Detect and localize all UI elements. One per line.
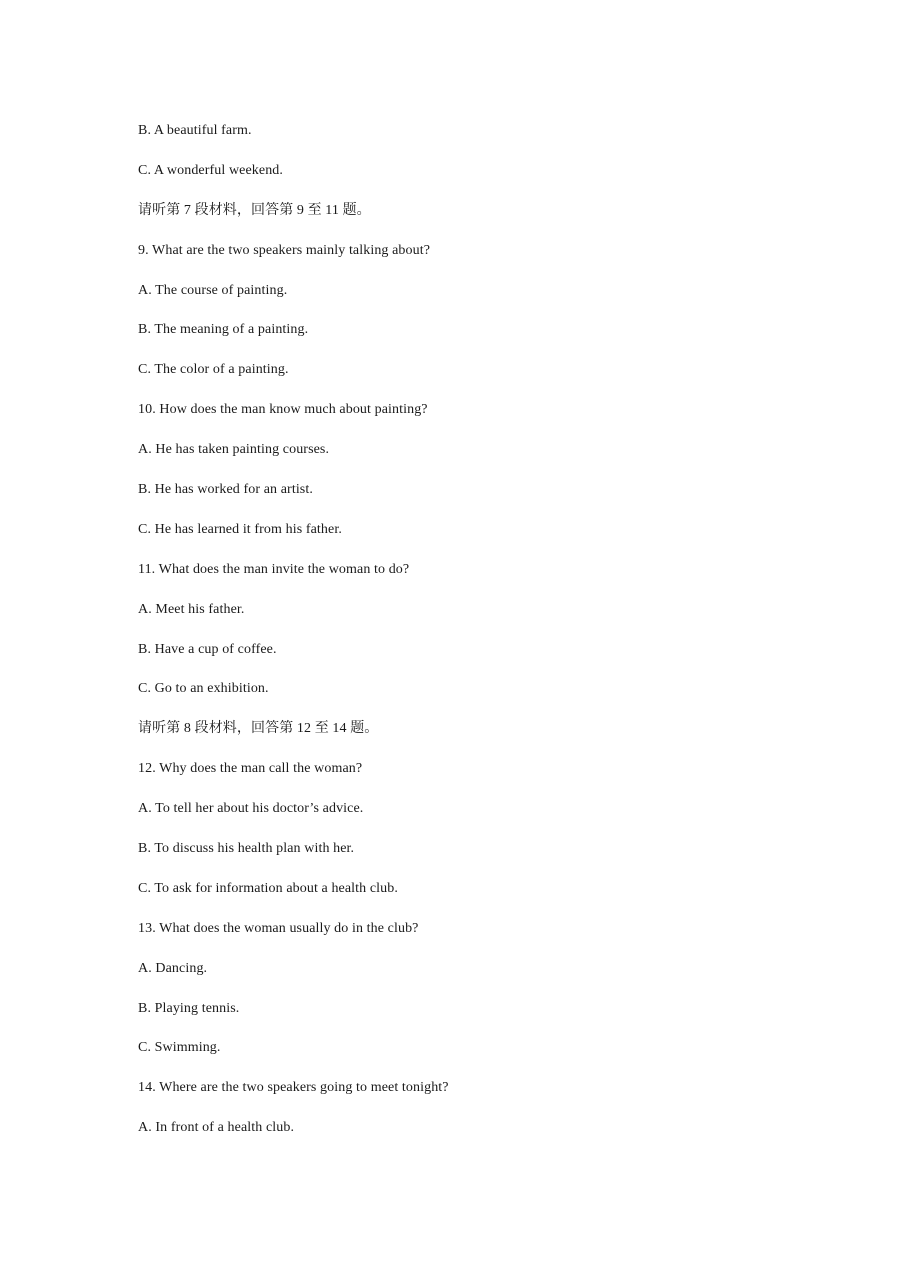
- option-line: C. To ask for information about a health club.: [138, 880, 398, 896]
- option-line: C. Go to an exhibition.: [138, 681, 269, 697]
- question-line: 13. What does the woman usually do in the club?: [138, 920, 419, 936]
- option-line: A. In front of a health club.: [138, 1120, 295, 1136]
- question-line: 10. How does the man know much about painting?: [138, 402, 428, 418]
- option-line: A. Meet his father.: [138, 601, 245, 617]
- option-line: C. A wonderful weekend.: [138, 162, 283, 178]
- question-line: 11. What does the man invite the woman to do?: [138, 561, 410, 577]
- option-line: B. To discuss his health plan with her.: [138, 841, 355, 857]
- question-line: 14. Where are the two speakers going to meet tonight?: [138, 1080, 449, 1096]
- option-line: B. Have a cup of coffee.: [138, 641, 277, 657]
- document-content: [138, 121, 838, 1158]
- option-line: A. To tell her about his doctor’s advice.: [138, 801, 364, 817]
- section-instruction: 请听第 8 段材料，回答第 12 至 14 题。: [138, 721, 379, 737]
- option-line: A. Dancing.: [138, 960, 208, 976]
- option-line: B. The meaning of a painting.: [138, 322, 309, 338]
- question-line: 12. Why does the man call the woman?: [138, 761, 363, 777]
- question-line: 9. What are the two speakers mainly talking about?: [138, 242, 431, 258]
- option-line: C. He has learned it from his father.: [138, 521, 342, 537]
- option-line: C. The color of a painting.: [138, 362, 289, 378]
- option-line: B. A beautiful farm.: [138, 123, 252, 138]
- option-line: B. He has worked for an artist.: [138, 482, 313, 498]
- option-line: C. Swimming.: [138, 1040, 221, 1056]
- section-instruction: 请听第 7 段材料，回答第 9 至 11 题。: [138, 202, 371, 218]
- option-line: A. The course of painting.: [138, 282, 288, 298]
- option-line: A. He has taken painting courses.: [138, 442, 330, 458]
- option-line: B. Playing tennis.: [138, 1000, 240, 1016]
